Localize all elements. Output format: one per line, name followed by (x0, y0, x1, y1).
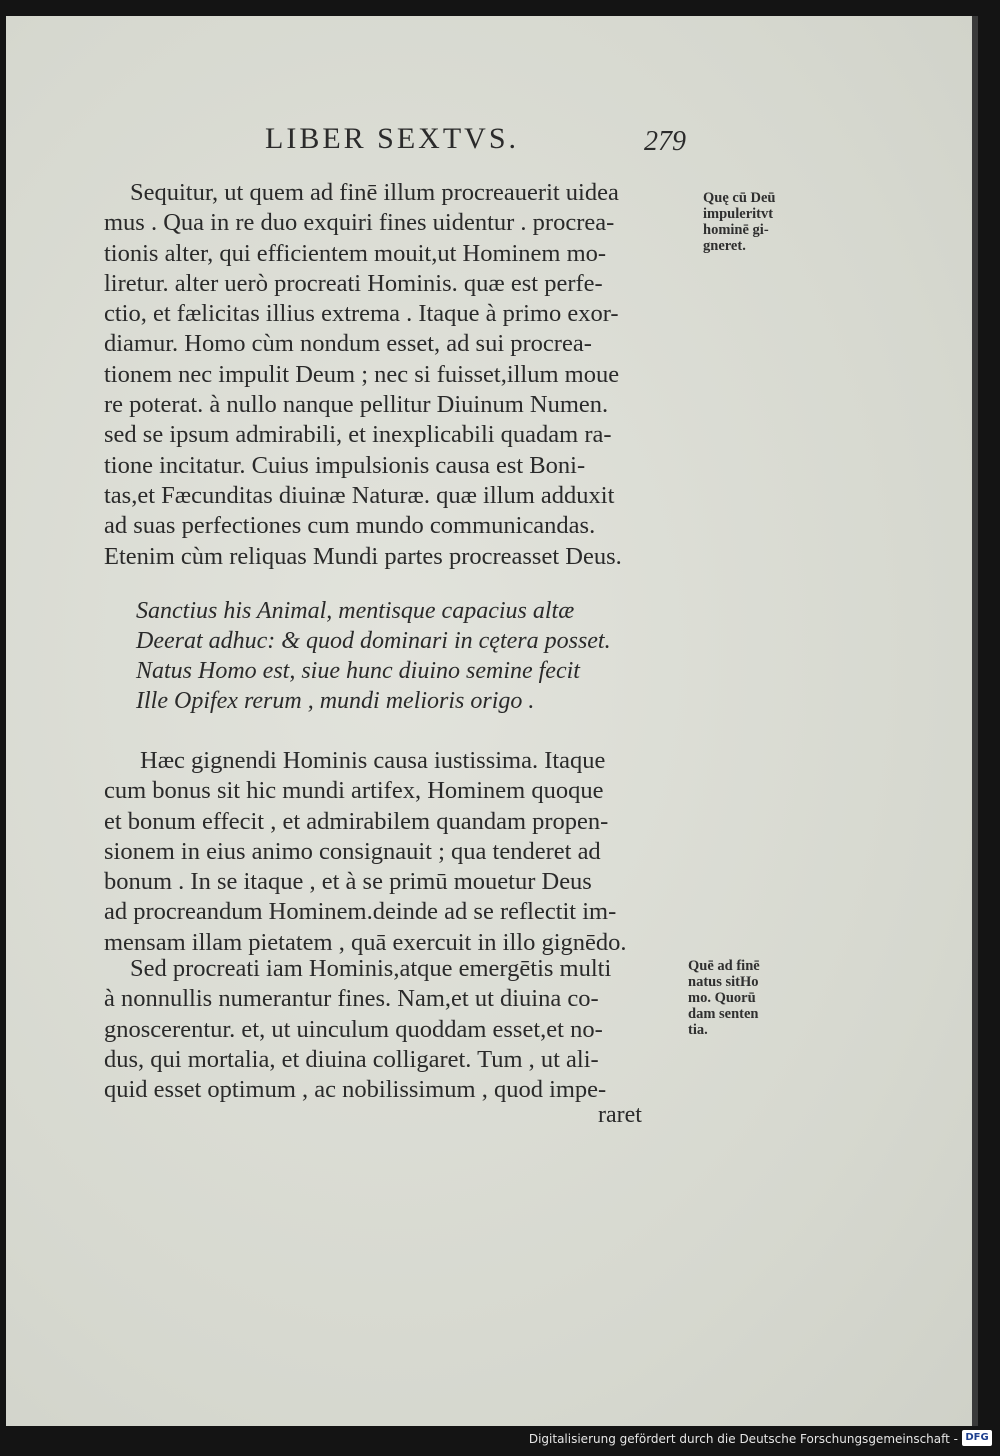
marginal-line: tia. (688, 1022, 708, 1038)
text-line: mensam illam pietatem , quā exercuit in illo gignēdo. (104, 928, 627, 956)
text-line: sionem in eius animo consignauit ; qua tenderet ad (104, 837, 601, 865)
marginal-line: Quē ad finē (688, 958, 760, 974)
marginal-line: impuleritvt (703, 206, 774, 222)
verse-line: Natus Homo est, siue hunc diuino semine fecit (136, 658, 580, 684)
text-line: liretur. alter uerò procreati Hominis. quæ est perfe- (104, 269, 603, 297)
text-line: ctio, et fælicitas illius extrema . Itaque à primo exor- (104, 300, 619, 328)
marginal-line: natus sitHo (688, 974, 759, 990)
text-line: tione incitatur. Cuius impulsionis causa est Boni- (104, 451, 586, 479)
marginal-note-1 (703, 190, 803, 254)
marginal-line: Quę cū Deū (703, 190, 776, 206)
text-line: Hæc gignendi Hominis causa iustissima. Itaque (140, 747, 606, 774)
digitization-credit: Digitalisierung gefördert durch die Deutsche Forschungsgemeinschaft - (528, 1432, 958, 1446)
text-line: et bonum effecit , et admirabilem quandam propen- (104, 807, 609, 835)
catchword: raret (598, 1102, 642, 1128)
verse-line: Deerat adhuc: & quod dominari in cętera posset. (136, 628, 611, 654)
text-line: Sed procreati iam Hominis,atque emergētis multi (130, 955, 612, 982)
text-line: ad suas perfectiones cum mundo communicandas. (104, 512, 596, 540)
verse-line: Ille Opifex rerum , mundi melioris origo . (136, 688, 535, 714)
page-number: 279 (644, 126, 686, 157)
text-line: tionem nec impulit Deum ; nec si fuisset,illum moue (104, 360, 620, 388)
dfg-logo: DFG (962, 1430, 992, 1446)
text-line: tionis alter, qui efficientem mouit,ut Hominem mo- (104, 239, 607, 267)
text-line: diamur. Homo cùm nondum esset, ad sui procrea- (104, 330, 592, 358)
marginal-note-2 (688, 958, 788, 1038)
text-line: tas,et Fæcunditas diuinæ Naturæ. quæ illum adduxit (104, 481, 615, 509)
marginal-line: hominē gi- (703, 222, 769, 238)
marginal-line: mo. Quorū (688, 990, 756, 1006)
text-line: bonum . In se itaque , et à se primū mouetur Deus (104, 868, 592, 896)
page-edge (972, 16, 978, 1426)
paragraph-1 (104, 178, 690, 572)
verse-quotation (136, 596, 611, 716)
paragraph-3 (104, 954, 690, 1105)
text-line: gnoscerentur. et, ut uinculum quoddam esset,et no- (104, 1015, 603, 1043)
text-line: Etenim cùm reliquas Mundi partes procreasset Deus. (104, 542, 622, 570)
text-line: re poterat. à nullo nanque pellitur Diuinum Numen. (104, 391, 609, 419)
verse-line: Sanctius his Animal, mentisque capacius altæ (136, 598, 575, 624)
text-line: Sequitur, ut quem ad finē illum procreauerit uidea (130, 179, 619, 206)
marginal-line: gneret. (703, 238, 746, 254)
text-line: dus, qui mortalia, et diuina colligaret. Tum , ut ali- (104, 1045, 599, 1073)
running-head (0, 122, 1000, 162)
text-line: ad procreandum Hominem.deinde ad se reflectit im- (104, 898, 617, 926)
text-line: à nonnullis numerantur fines. Nam,et ut diuina co- (104, 985, 599, 1013)
running-title: LIBER SEXTVS. (265, 122, 520, 155)
text-line: cum bonus sit hic mundi artifex, Hominem quoque (104, 777, 604, 805)
text-line: mus . Qua in re duo exquiri fines uidentur . procrea- (104, 209, 615, 237)
text-line: quid esset optimum , ac nobilissimum , quod impe- (104, 1076, 607, 1104)
marginal-line: dam senten (688, 1006, 759, 1022)
paragraph-2 (104, 746, 690, 958)
text-line: sed se ipsum admirabili, et inexplicabili quadam ra- (104, 421, 612, 449)
